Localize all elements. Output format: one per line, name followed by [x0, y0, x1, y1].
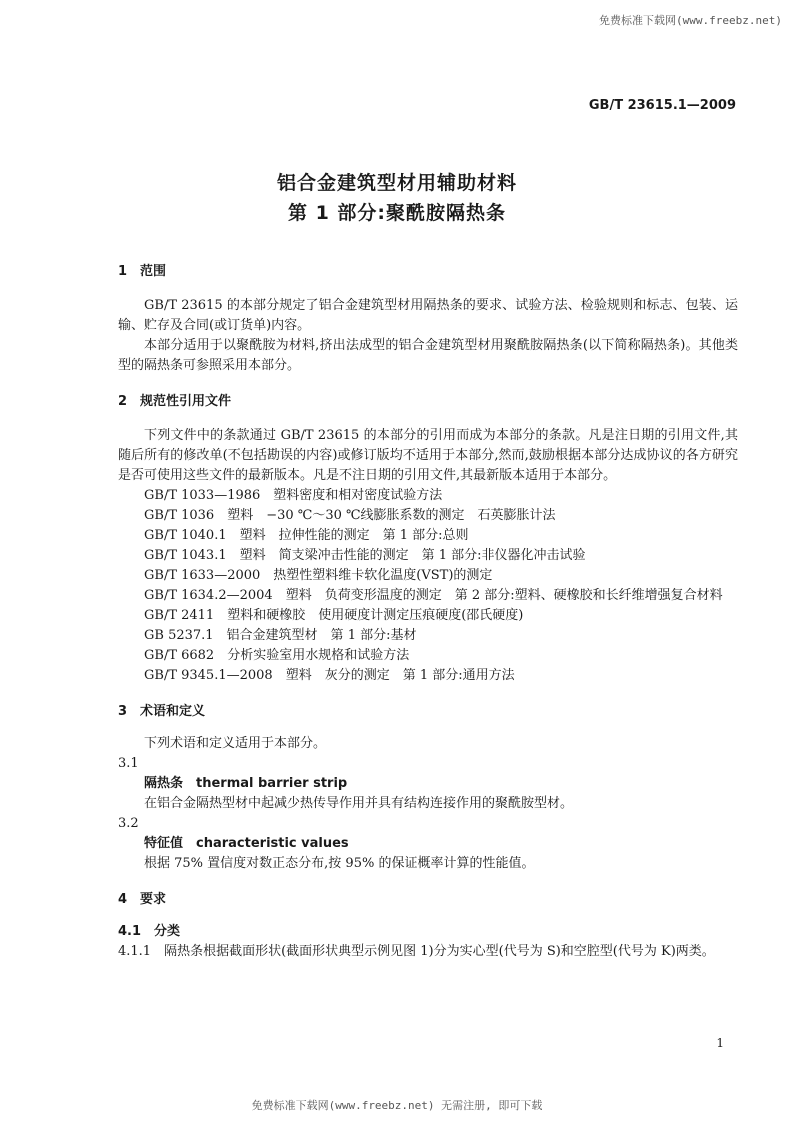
watermark-top: 免费标准下载网(www.freebz.net) — [599, 14, 782, 27]
reference-item: GB/T 1633—2000 热塑性塑料维卡软化温度(VST)的测定 — [144, 568, 493, 583]
document-title-line1: 铝合金建筑型材用辅助材料 — [276, 172, 517, 194]
reference-item: GB/T 2411 塑料和硬橡胶 使用硬度计测定压痕硬度(邵氏硬度) — [144, 608, 524, 623]
standard-code: GB/T 23615.1—2009 — [588, 98, 736, 113]
term-name: 特征值 characteristic values — [144, 836, 349, 851]
watermark-bottom: 免费标准下载网(www.freebz.net) 无需注册, 即可下载 — [251, 1099, 543, 1112]
paragraph: 下列文件中的条款通过 GB/T 23615 的本部分的引用而成为本部分的条款。凡是注日期的引用文件,其随后所有的修改单(不包括勘误的内容)或修订版均不适用于本部分,然而,鼓励根据本部分达成协议的各方研究是否可使用这些文件的最新版本。凡是不注日期的引用文件,其最新版本适用于本部分。 — [118, 428, 738, 483]
section-heading: 4 要求 — [118, 892, 167, 907]
paragraph: GB/T 23615 的本部分规定了铝合金建筑型材用隔热条的要求、试验方法、检验规则和标志、包装、运输、贮存及合同(或订货单)内容。 — [118, 298, 738, 333]
reference-item: GB/T 9345.1—2008 塑料 灰分的测定 第 1 部分:通用方法 — [144, 668, 515, 683]
term-number: 3.1 — [118, 756, 139, 771]
reference-item: GB/T 1036 塑料 −30 ℃～30 ℃线膨胀系数的测定 石英膨胀计法 — [144, 508, 556, 523]
term-number: 3.2 — [118, 816, 139, 831]
clause-text: 4.1.1 隔热条根据截面形状(截面形状典型示例见图 1)分为实心型(代号为 S)和空腔型(代号为 K)两类。 — [118, 944, 715, 959]
paragraph: 下列术语和定义适用于本部分。 — [144, 736, 327, 751]
reference-item: GB/T 1040.1 塑料 拉伸性能的测定 第 1 部分:总则 — [144, 528, 469, 543]
term-definition: 根据 75% 置信度对数正态分布,按 95% 的保证概率计算的性能值。 — [144, 856, 535, 871]
subsection-heading: 4.1 分类 — [118, 924, 181, 939]
reference-item: GB/T 6682 分析实验室用水规格和试验方法 — [144, 648, 410, 663]
document-body — [118, 262, 738, 962]
reference-item: GB 5237.1 铝合金建筑型材 第 1 部分:基材 — [144, 628, 417, 643]
reference-item: GB/T 1033—1986 塑料密度和相对密度试验方法 — [144, 488, 443, 503]
term-definition: 在铝合金隔热型材中起减少热传导作用并具有结构连接作用的聚酰胺型材。 — [144, 796, 574, 811]
section-heading: 3 术语和定义 — [118, 704, 206, 719]
reference-item: GB/T 1634.2—2004 塑料 负荷变形温度的测定 第 2 部分:塑料、硬橡胶和长纤维增强复合材料 — [144, 588, 723, 603]
paragraph: 本部分适用于以聚酰胺为材料,挤出法成型的铝合金建筑型材用聚酰胺隔热条(以下简称隔热条)。其他类型的隔热条可参照采用本部分。 — [118, 338, 738, 373]
section-heading: 1 范围 — [118, 264, 167, 279]
reference-item: GB/T 1043.1 塑料 简支梁冲击性能的测定 第 1 部分:非仪器化冲击试验 — [144, 548, 586, 563]
term-name: 隔热条 thermal barrier strip — [144, 776, 348, 791]
section-heading: 2 规范性引用文件 — [118, 394, 232, 409]
document-title-line2: 第 1 部分:聚酰胺隔热条 — [287, 202, 507, 224]
page-number: 1 — [716, 1036, 724, 1050]
